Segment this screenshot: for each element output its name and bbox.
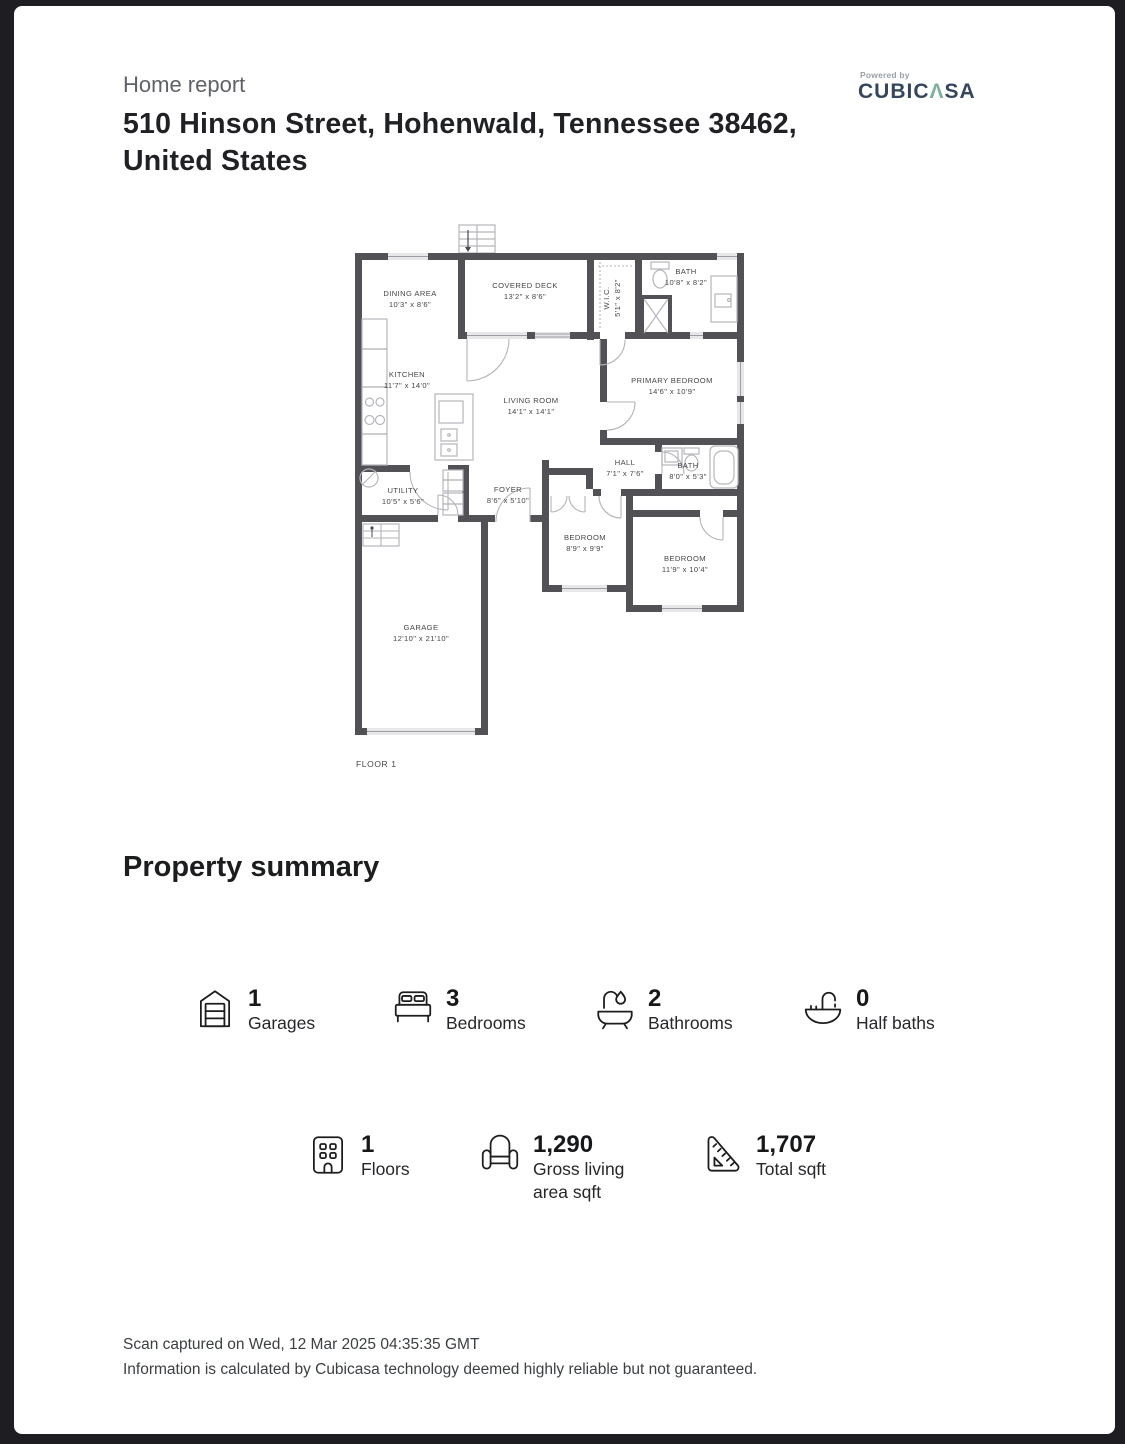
armchair-icon xyxy=(477,1132,523,1178)
room-label-deck: COVERED DECK xyxy=(492,281,558,290)
room-dims-hall: 7'1" x 7'6" xyxy=(606,469,644,478)
exterior-stairs xyxy=(459,225,495,253)
floor-plan xyxy=(355,222,745,770)
room-dims-kitchen: 11'7" x 14'0" xyxy=(383,381,431,390)
gross-living-label: Gross living area sqft xyxy=(533,1159,625,1202)
room-dims-bedroom1: 8'9" x 9'9" xyxy=(566,544,604,553)
bed-icon xyxy=(390,986,436,1032)
room-label-hall: HALL xyxy=(614,458,636,467)
room-dims-primary: 14'6" x 10'9" xyxy=(648,387,696,396)
room-dims-garage: 12'10" x 21'10" xyxy=(392,634,450,643)
stat-bathrooms xyxy=(592,986,733,1035)
bedrooms-value: 3 xyxy=(446,985,460,1012)
room-dims-foyer: 8'6" x 5'10" xyxy=(486,496,530,505)
room-label-utility: UTILITY xyxy=(387,486,419,495)
stat-total-sqft xyxy=(700,1132,826,1181)
brand-accent-glyph: Λ xyxy=(929,80,945,103)
bathrooms-label: Bathrooms xyxy=(648,1013,733,1033)
room-label-kitchen: KITCHEN xyxy=(388,370,426,379)
room-label-bath1: BATH xyxy=(675,267,697,276)
room-label-wic: W.I.C. xyxy=(602,286,611,310)
room-label-living: LIVING ROOM xyxy=(503,396,559,405)
room-dims-wic: 5'1" x 8'2" xyxy=(613,279,622,317)
room-label-bedroom2: BEDROOM xyxy=(663,554,707,563)
room-dims-bath1: 10'8" x 8'2" xyxy=(664,278,708,287)
room-dims-bedroom2: 11'9" x 10'4" xyxy=(661,565,709,574)
room-label-bedroom1: BEDROOM xyxy=(563,533,607,542)
disclaimer-text: Information is calculated by Cubicasa technology deemed highly reliable but not guaranteed. xyxy=(123,1361,758,1378)
room-label-foyer: FOYER xyxy=(493,485,523,494)
brand-part2: SA xyxy=(944,80,976,103)
gross-living-value: 1,290 xyxy=(533,1131,594,1158)
total-sqft-label: Total sqft xyxy=(756,1159,827,1179)
garages-value: 1 xyxy=(248,985,262,1012)
stat-gross-living xyxy=(477,1132,645,1204)
cubicasa-logo xyxy=(858,70,976,104)
brand-part1: CUBIC xyxy=(858,80,930,103)
floors-label: Floors xyxy=(361,1159,410,1179)
half-baths-value: 0 xyxy=(856,985,870,1012)
room-label-dining: DINING AREA xyxy=(383,289,437,298)
room-dims-dining: 10'3" x 8'6" xyxy=(388,300,432,309)
room-label-garage: GARAGE xyxy=(403,623,439,632)
total-sqft-value: 1,707 xyxy=(756,1131,817,1158)
room-dims-utility: 10'5" x 5'6" xyxy=(381,497,425,506)
room-label-primary: PRIMARY BEDROOM xyxy=(631,376,713,385)
set-square-icon xyxy=(700,1132,746,1178)
bathrooms-value: 2 xyxy=(648,985,662,1012)
room-dims-deck: 13'2" x 8'6" xyxy=(503,292,547,301)
stat-floors xyxy=(305,1132,410,1181)
sink-icon xyxy=(800,986,846,1032)
footer-disclaimer xyxy=(123,1332,757,1382)
floor-label: FLOOR 1 xyxy=(356,759,397,769)
stat-half-baths xyxy=(800,986,935,1035)
garage-icon xyxy=(192,986,238,1032)
report-type-label: Home report xyxy=(123,72,246,97)
floors-value: 1 xyxy=(361,1131,375,1158)
powered-by-label: Powered by xyxy=(860,70,910,80)
half-baths-label: Half baths xyxy=(856,1013,935,1033)
stat-bedrooms xyxy=(390,986,526,1035)
garages-label: Garages xyxy=(248,1013,316,1033)
building-icon xyxy=(305,1132,351,1178)
scan-timestamp: Scan captured on Wed, 12 Mar 2025 04:35:35 GMT xyxy=(123,1336,480,1353)
room-label-bath2: BATH xyxy=(677,461,699,470)
cubicasa-wordmark xyxy=(858,80,976,104)
bedrooms-label: Bedrooms xyxy=(446,1013,526,1033)
bathtub-icon xyxy=(592,986,638,1032)
stat-garages xyxy=(192,986,315,1035)
report-page xyxy=(14,6,1115,1434)
room-dims-living: 14'1" x 14'1" xyxy=(507,407,555,416)
room-dims-bath2: 8'0" x 5'3" xyxy=(669,472,707,481)
property-address: 510 Hinson Street, Hohenwald, Tennessee 38462, United States xyxy=(123,108,797,177)
property-summary-title: Property summary xyxy=(123,851,380,883)
